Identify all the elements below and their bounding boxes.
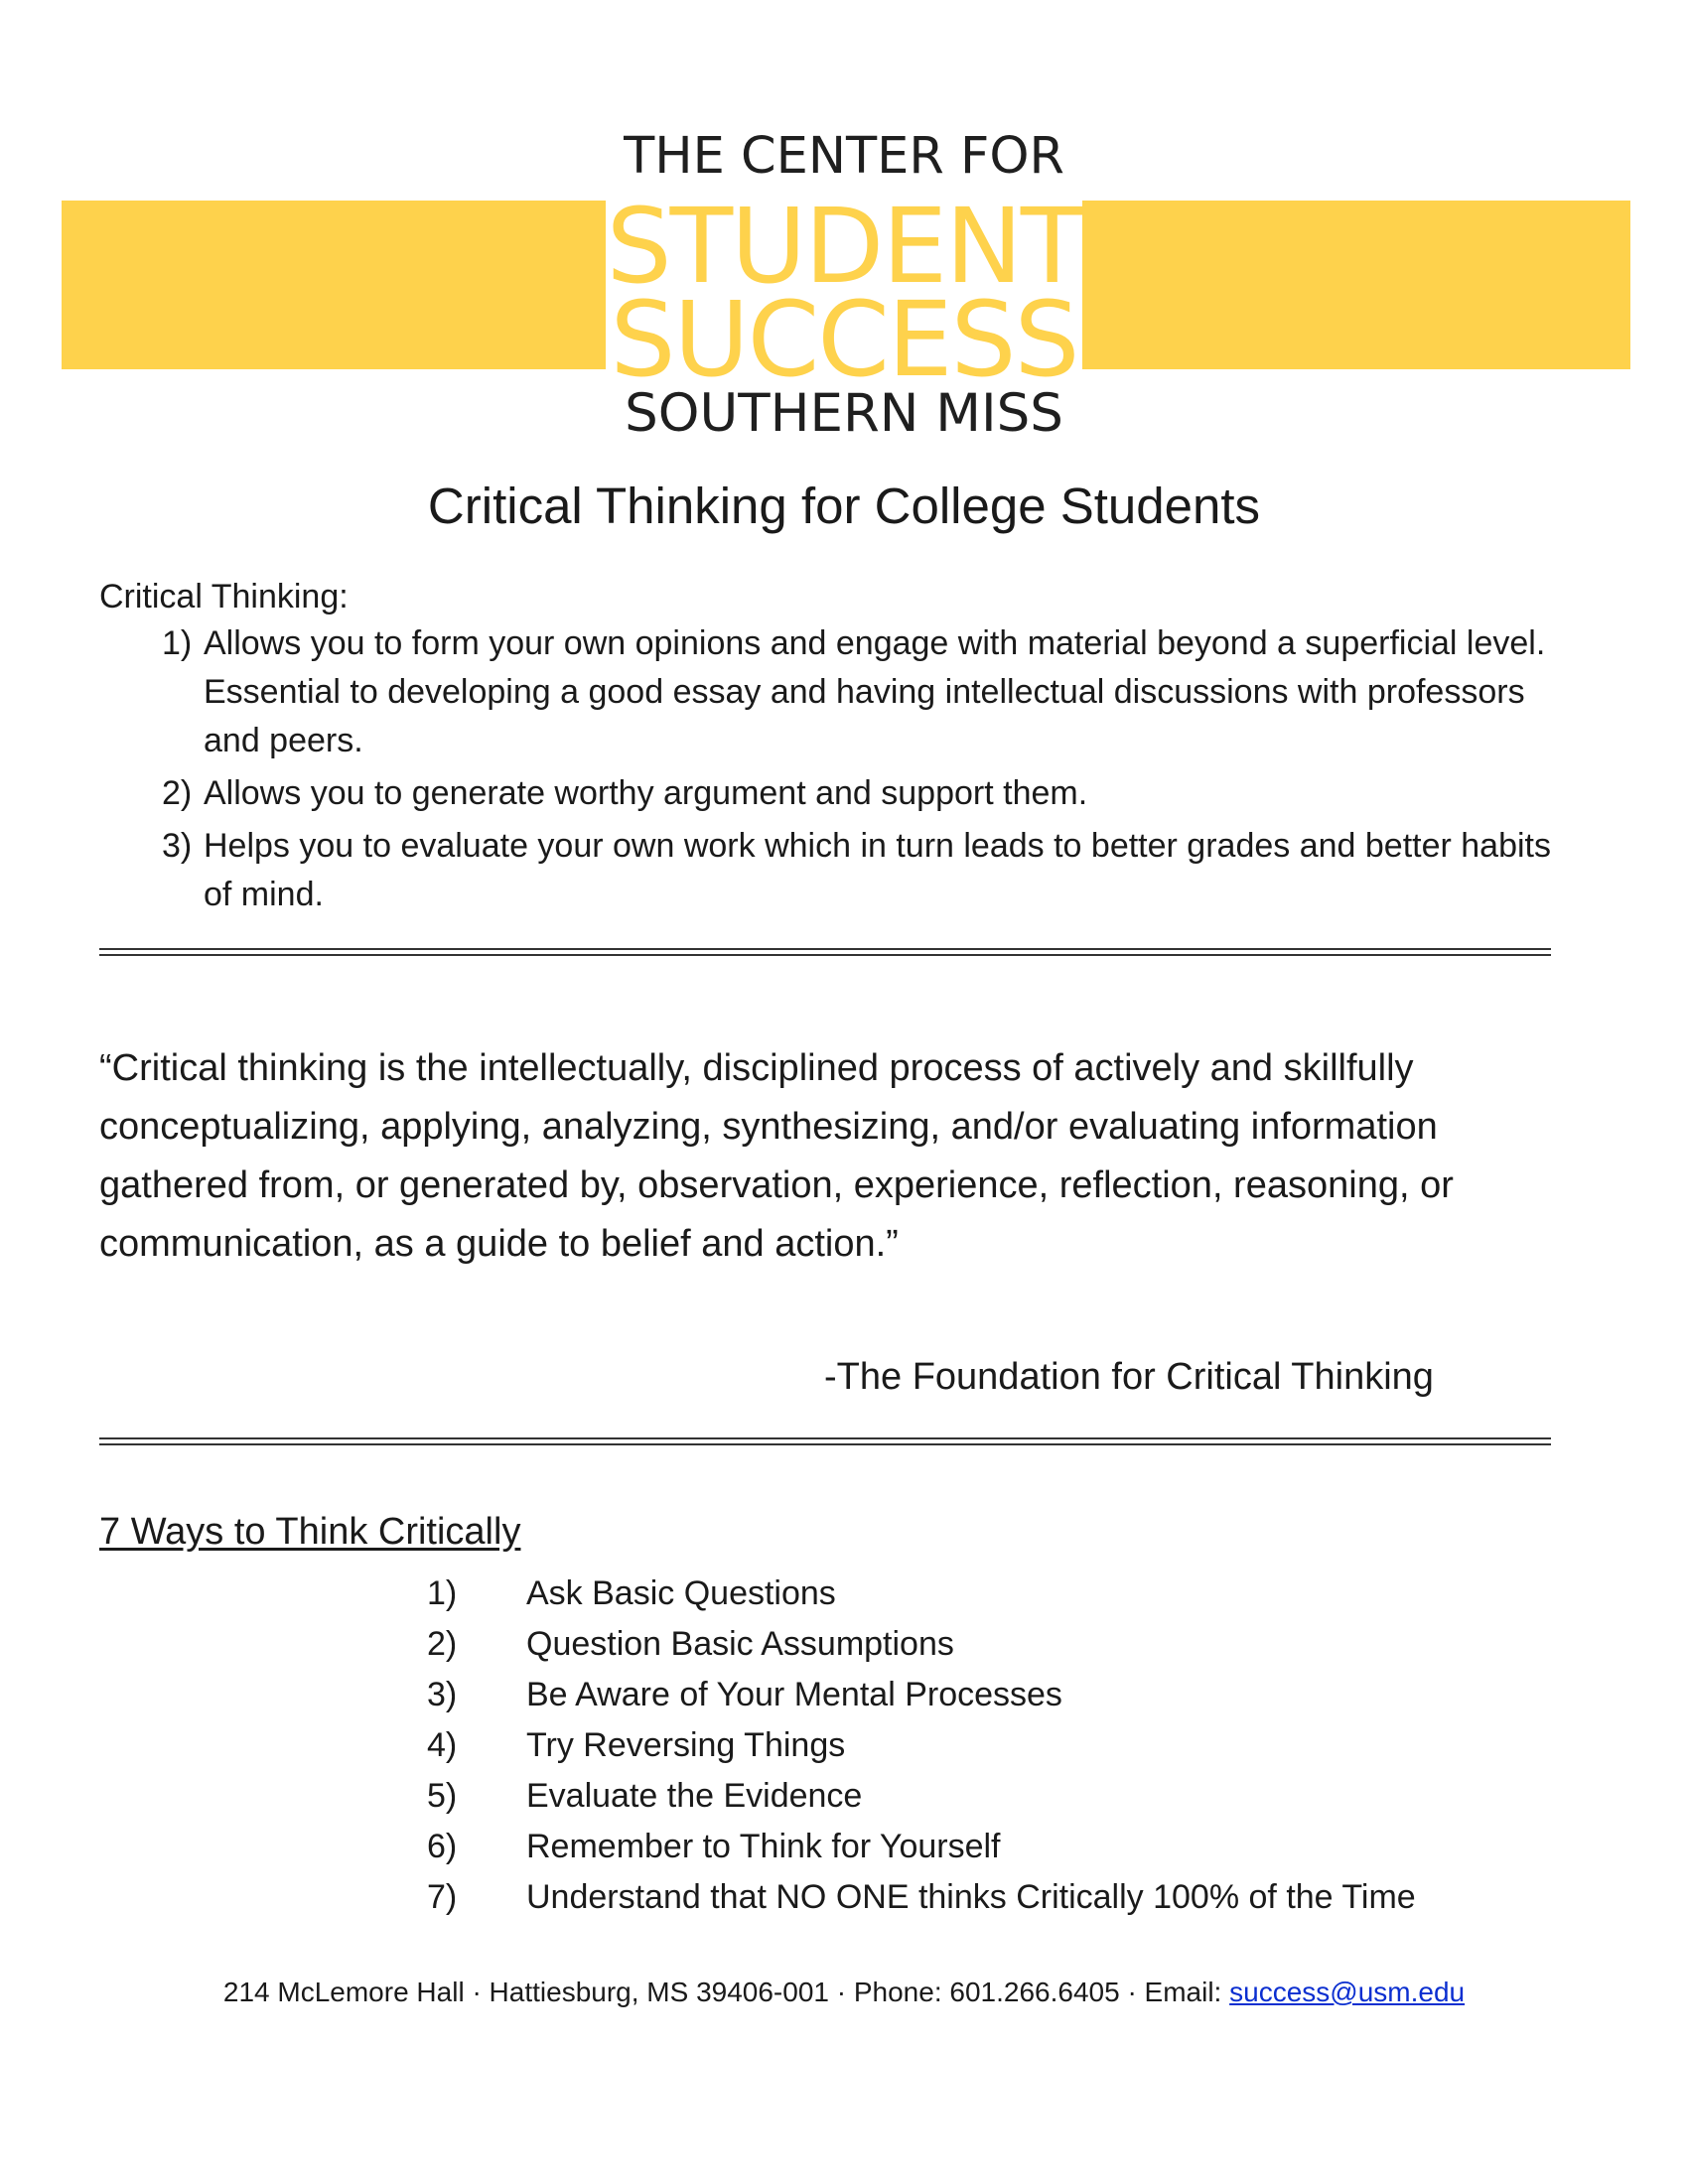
- list-item-text: Remember to Think for Yourself: [526, 1828, 1001, 1865]
- list-item-text: Try Reversing Things: [526, 1726, 846, 1764]
- footer-address: 214 McLemore Hall · Hattiesburg, MS 39406-001 · Phone: 601.266.6405 · Email:: [222, 1977, 1230, 2007]
- list-item: [162, 619, 1552, 765]
- list-item: [427, 1670, 1618, 1720]
- list-item-text: Ask Basic Questions: [526, 1574, 836, 1612]
- benefits-list: [162, 619, 1552, 923]
- list-item: [427, 1569, 1618, 1619]
- list-item-number: 3): [162, 827, 193, 865]
- logo-line-bottom: SOUTHERN MISS: [625, 383, 1063, 444]
- logo-line-student: STUDENT: [606, 186, 1082, 307]
- list-item-number: 2): [427, 1625, 458, 1663]
- divider: [99, 948, 1551, 956]
- ways-list: [427, 1569, 1618, 1923]
- quote-attribution: -The Foundation for Critical Thinking: [824, 1356, 1434, 1398]
- logo-line-success: SUCCESS: [610, 279, 1078, 400]
- list-item-number: 1): [427, 1574, 458, 1612]
- list-item: [427, 1822, 1618, 1872]
- list-item-text: Evaluate the Evidence: [526, 1777, 863, 1815]
- list-item-number: 2): [162, 774, 193, 812]
- list-item: [427, 1619, 1618, 1670]
- page-title: Critical Thinking for College Students: [427, 478, 1261, 534]
- footer-contact: [0, 1977, 1688, 2008]
- logo-line-top: THE CENTER FOR: [624, 127, 1064, 186]
- list-item-text: Allows you to form your own opinions and engage with material beyond a superficial level. Essential to developing a good essay and having intellectual discussions with professors and peers.: [204, 624, 1546, 759]
- divider: [99, 1437, 1551, 1445]
- list-item: [427, 1771, 1618, 1822]
- intro-label: Critical Thinking:: [99, 578, 349, 615]
- list-item-number: 4): [427, 1726, 458, 1764]
- list-item-number: 1): [162, 624, 193, 662]
- list-item: [162, 822, 1552, 919]
- list-item-number: 3): [427, 1676, 458, 1713]
- list-item-number: 5): [427, 1777, 458, 1815]
- list-item-text: Question Basic Assumptions: [526, 1625, 954, 1663]
- list-item: [162, 769, 1552, 818]
- list-item: [427, 1720, 1618, 1771]
- list-item-number: 7): [427, 1878, 458, 1916]
- list-item-text: Helps you to evaluate your own work which in turn leads to better grades and better habits of mind.: [204, 827, 1551, 913]
- list-item-number: 6): [427, 1828, 458, 1865]
- quote-text: “Critical thinking is the intellectually, disciplined process of actively and skillfully conceptualizing, applying, analyzing, synthesizing, and/or evaluating information gathered from, or generated by, observation, experience, reflection, reasoning, or communication, as a guide to belief and action.”: [99, 1047, 1454, 1265]
- list-item-text: Allows you to generate worthy argument and support them.: [204, 774, 1088, 812]
- list-item-text: Be Aware of Your Mental Processes: [526, 1676, 1062, 1713]
- email-link[interactable]: success@usm.edu: [1229, 1977, 1466, 2007]
- ways-heading: 7 Ways to Think Critically: [99, 1511, 521, 1553]
- list-item-text: Understand that NO ONE thinks Critically 100% of the Time: [526, 1878, 1416, 1916]
- list-item: [427, 1872, 1618, 1923]
